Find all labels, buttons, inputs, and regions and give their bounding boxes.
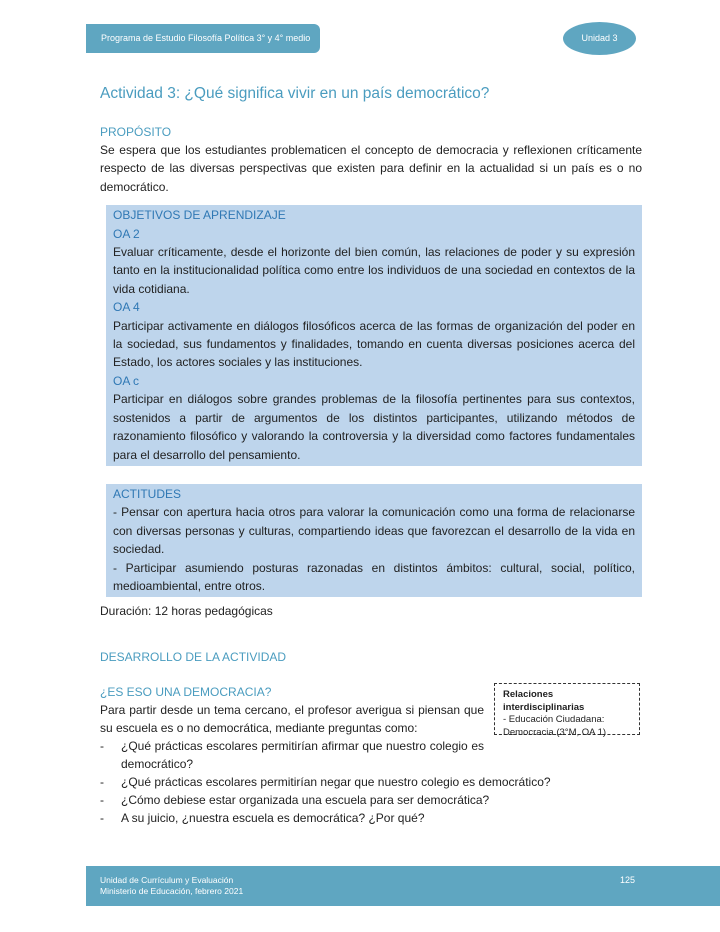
page-number: 125: [620, 875, 636, 885]
question-text: ¿Qué prácticas escolares permitirían afirmar que nuestro colegio es democrático?: [121, 739, 484, 772]
header-program-bar: [86, 24, 320, 53]
question-text: ¿Qué prácticas escolares permitirían negar que nuestro colegio es democrático?: [121, 775, 551, 790]
objective-text: Participar activamente en diálogos filosóficos acerca de las formas de organización del poder en la sociedad, sus fundamentos y finalidades, tomando en cuenta diversas posiciones acerca del Estado, los actores sociales y las instituciones.: [113, 318, 635, 370]
question-label: ¿ES ESO UNA DEMOCRACIA?: [100, 685, 272, 700]
footer-ministry: Ministerio de Educación, febrero 2021: [100, 886, 244, 896]
purpose-label: PROPÓSITO: [100, 125, 172, 139]
footer-unit: Unidad de Currículum y Evaluación: [100, 875, 234, 885]
list-item: [100, 791, 642, 809]
objectives-box: [106, 205, 642, 466]
objective-text: Evaluar críticamente, desde el horizonte del bien común, las relaciones de poder y su expresión tanto en la institucionalidad política como entre los individuos de una sociedad en contextos de la vida cotidiana.: [113, 245, 635, 296]
objective-code: OA c: [113, 373, 140, 388]
objectives-heading: OBJETIVOS DE APRENDIZAJE: [113, 208, 286, 223]
interdisciplinary-title: Relaciones interdisciplinarias: [503, 689, 585, 713]
list-dash: -: [100, 811, 104, 826]
duration-text: Duración: 12 horas pedagógicas: [100, 604, 273, 619]
objective-code: OA 2: [113, 226, 140, 241]
list-item: [100, 737, 484, 773]
question-text: A su juicio, ¿nuestra escuela es democrática? ¿Por qué?: [121, 811, 425, 826]
attitudes-heading: ACTITUDES: [113, 486, 182, 501]
question-text: ¿Cómo debiese estar organizada una escuela para ser democrática?: [121, 793, 490, 808]
attitude-item: - Participar asumiendo posturas razonadas en distintos ámbitos: cultural, social, político, medioambiental, entre otros.: [113, 560, 635, 593]
unit-label: Unidad 3: [581, 33, 618, 43]
list-item: [100, 809, 642, 827]
objective-code: OA 4: [113, 300, 140, 315]
development-intro: Para partir desde un tema cercano, el profesor averigua si piensan que su escuela es o no democrática, mediante preguntas como:: [100, 703, 484, 736]
list-dash: -: [100, 775, 104, 790]
list-item: [100, 773, 642, 791]
interdisciplinary-line: Democracia (3°M, OA 1): [503, 726, 607, 738]
interdisciplinary-box: [494, 683, 640, 738]
footer-bar: [86, 866, 720, 906]
list-dash: -: [100, 793, 104, 808]
unit-badge: [563, 22, 636, 55]
activity-title: Actividad 3: ¿Qué significa vivir en un país democrático?: [100, 85, 490, 102]
question-list: [100, 737, 642, 827]
purpose-text: Se espera que los estudiantes problematicen el concepto de democracia y reflexionen críticamente respecto de las diversas perspectivas que existen para definir en la actualidad si un país es o no democrático.: [100, 143, 642, 194]
attitude-item: - Pensar con apertura hacia otros para valorar la comunicación como una forma de relacionarse con diversas personas y culturas, compartiendo ideas que favorezcan el desarrollo de la vida en sociedad.: [113, 505, 635, 557]
development-label: DESARROLLO DE LA ACTIVIDAD: [100, 650, 287, 665]
interdisciplinary-line: - Educación Ciudadana:: [503, 714, 605, 725]
attitudes-box: [106, 484, 642, 597]
list-dash: -: [100, 739, 104, 754]
program-title: Programa de Estudio Filosofía Política 3° y 4° medio: [101, 33, 311, 43]
objective-text: Participar en diálogos sobre grandes problemas de la filosofía pertinentes para sus contextos, sostenidos a partir de argumentos de los distintos participantes, utilizando métodos de razonamiento filosófico y valorando la controversia y la diversidad como factores fundamentales para el desarrollo del pensamiento.: [113, 392, 635, 462]
